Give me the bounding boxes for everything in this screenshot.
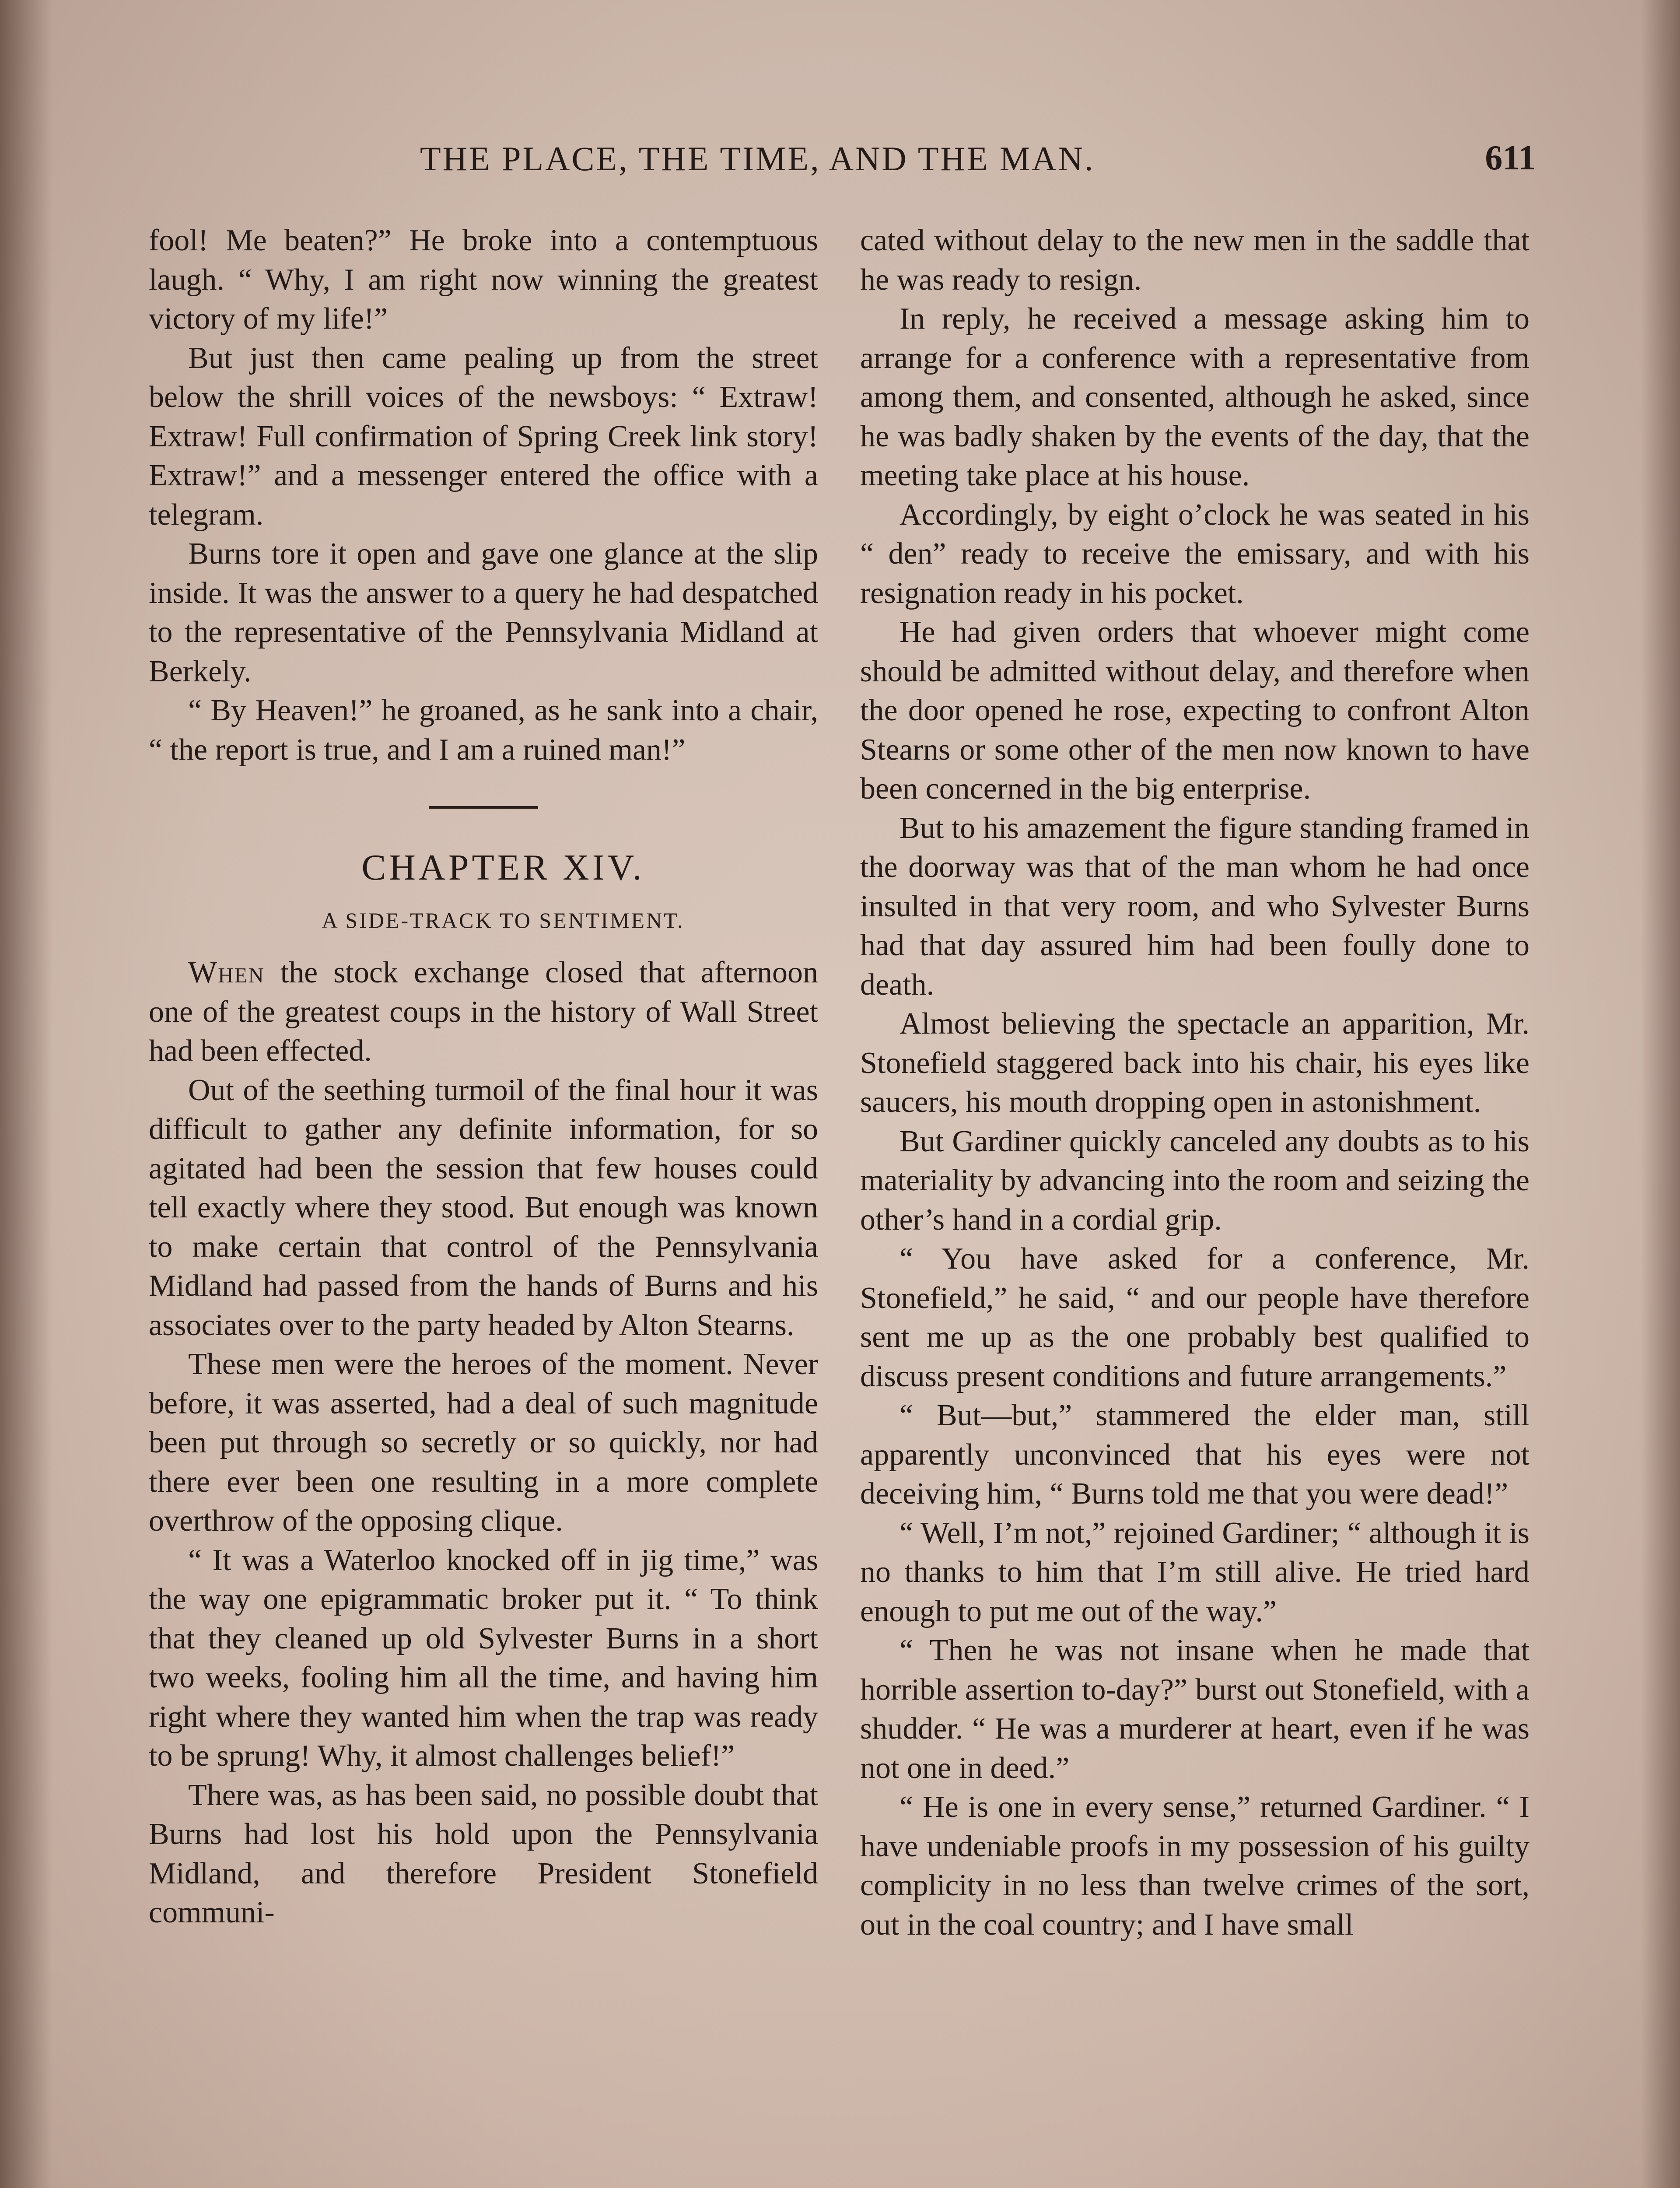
paragraph: “ Well, I’m not,” rejoined Gardiner; “ although it is no thanks to him that I’m still alive. He tried hard enough to put me out of the way.”	[860, 1516, 1530, 1628]
paragraph: Accordingly, by eight o’clock he was seated in his “ den” ready to receive the emissary, and with his resignation ready in his pocket.	[860, 498, 1530, 610]
chapter-title: CHAPTER XIV.	[361, 847, 645, 888]
paragraph: “ You have asked for a conference, Mr. Stonefield,” he said, “ and our people have therefore sent me up as the one probably best qualified to discuss present conditions and future arrangements.”	[860, 1242, 1530, 1393]
page-number: 611	[1485, 139, 1536, 177]
paragraph: “ He is one in every sense,” returned Gardiner. “ I have undeniable proofs in my possession of his guilty complicity in no less than twelve crimes of the sort, out in the coal country; and I have small	[860, 1790, 1530, 1942]
paragraph: He had given orders that whoever might come should be admitted without delay, and therefore when the door opened he rose, expecting to confront Alton Stearns or some other of the men now known to have been concerned in the big enterprise.	[860, 615, 1530, 806]
paragraph: There was, as has been said, no possible doubt that Burns had lost his hold upon the Pennsylvania Midland, and therefore President Stonefield communi-	[149, 1778, 818, 1929]
paragraph: Burns tore it open and gave one glance at the slip inside. It was the answer to a query he had despatched to the representative of the Pennsylvania Midland at Berkely.	[149, 537, 818, 688]
paragraph: “ It was a Waterloo knocked off in jig time,” was the way one epigrammatic broker put it. “ To think that they cleaned up old Sylvester Burns in a short two weeks, fooling him all the time, and having him right where they wanted him when the trap was ready to be sprung! Why, it almost challenges belief!”	[149, 1543, 818, 1773]
paragraph: Almost believing the spectacle an apparition, Mr. Stonefield staggered back into his chair, his eyes like saucers, his mouth dropping open in astonishment.	[860, 1007, 1530, 1119]
section-divider	[149, 769, 818, 839]
paragraph: These men were the heroes of the moment. Never before, it was asserted, had a deal of such magnitude been put through so secretly or so quickly, nor had there ever been one resulting in a more complete overthrow of the opposing clique.	[149, 1347, 818, 1538]
paragraph: Out of the seething turmoil of the final hour it was difficult to gather any definite information, for so agitated had been the session that few houses could tell exactly where they stood. But enough was known to make certain that control of the Pennsylvania Midland had passed from the hands of Burns and his associates over to the party headed by Alton Stearns.	[149, 1073, 818, 1342]
right-column	[860, 221, 1530, 1944]
paragraph: fool! Me beaten?” He broke into a contemptuous laugh. “ Why, I am right now winning the greatest victory of my life!”	[149, 224, 818, 336]
chapter-subtitle: A SIDE-TRACK TO SENTIMENT.	[322, 908, 685, 933]
paragraph: “ Then he was not insane when he made that horrible assertion to-day?” burst out Stonefield, with a shudder. “ He was a murderer at heart, even if he was not one in deed.”	[860, 1634, 1530, 1785]
chapter-opening-paragraph	[149, 953, 818, 1071]
paragraph: In reply, he received a message asking him to arrange for a conference with a representative from among them, and consented, although he asked, since he was badly shaken by the events of the day, that the meeting take place at his house.	[860, 302, 1530, 492]
divider-rule	[429, 806, 538, 809]
paragraph: But just then came pealing up from the street below the shrill voices of the newsboys: “ Extraw! Extraw! Full confirmation of Spring Creek link story! Extraw!” and a messenger entered the office with a telegram.	[149, 341, 818, 532]
opening-text: the stock exchange closed that afternoon one of the greatest coups in the history of Wall Street had been effected.	[149, 956, 818, 1068]
paragraph: “ But—but,” stammered the elder man, still apparently unconvinced that his eyes were not deceiving him, “ Burns told me that you were dead!”	[860, 1399, 1530, 1511]
paragraph: But Gardiner quickly canceled any doubts as to his materiality by advancing into the room and seizing the other’s hand in a cordial grip.	[860, 1124, 1530, 1237]
paragraph: But to his amazement the figure standing framed in the doorway was that of the man whom he had once insulted in that very room, and who Sylvester Burns had that day assured him had been foully done to death.	[860, 811, 1530, 1002]
paragraph: “ By Heaven!” he groaned, as he sank into a chair, “ the report is true, and I am a ruined man!”	[149, 694, 818, 767]
paragraph: cated without delay to the new men in the saddle that he was ready to resign.	[860, 224, 1530, 297]
running-head: THE PLACE, THE TIME, AND THE MAN.	[420, 140, 1095, 178]
left-column	[149, 221, 818, 1932]
opening-word: When	[188, 956, 265, 989]
